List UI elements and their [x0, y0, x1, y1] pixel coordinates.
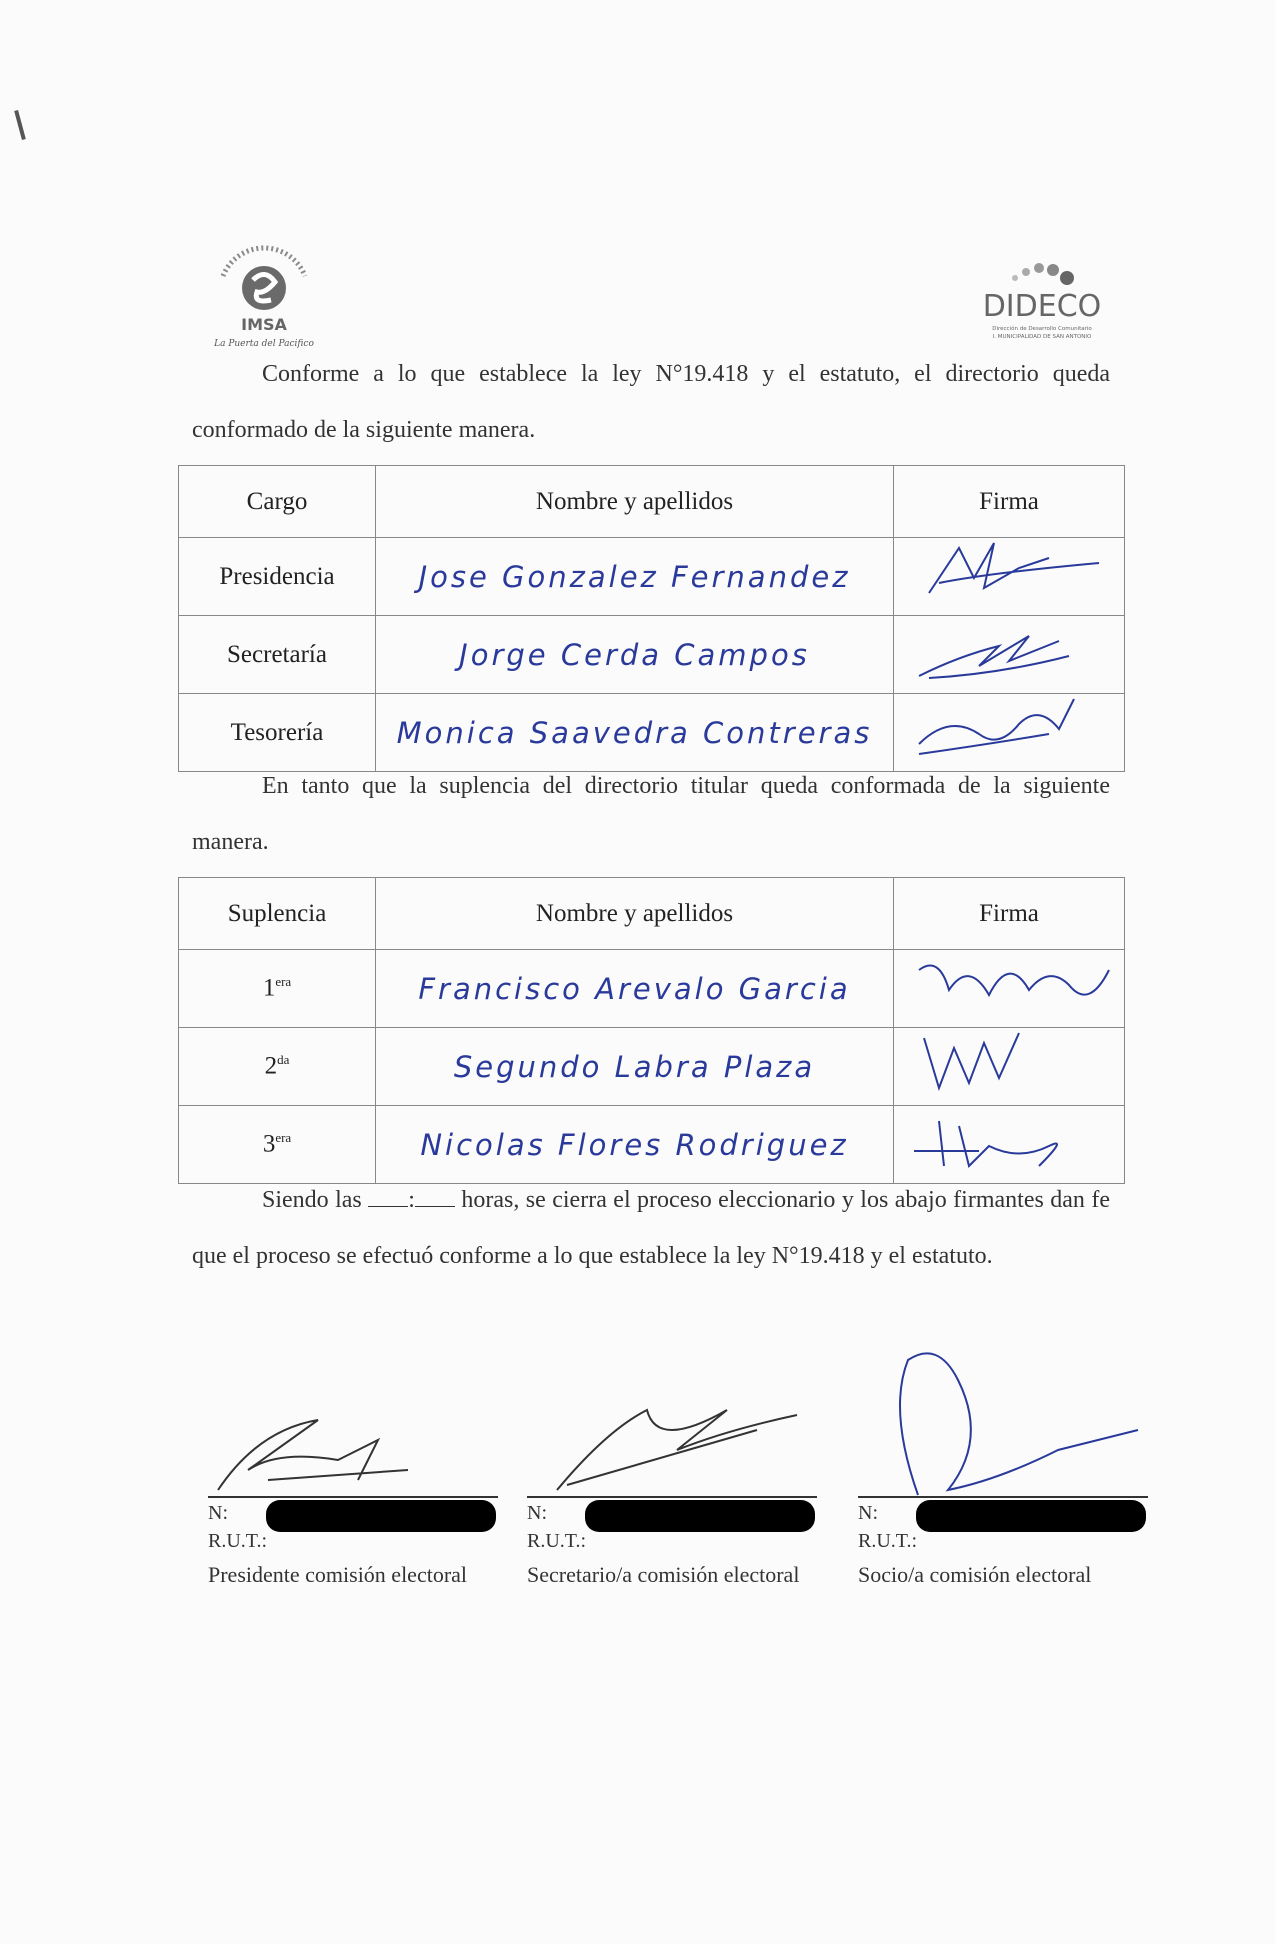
handwritten-signature — [899, 1028, 1119, 1098]
hour-blank — [368, 1188, 408, 1207]
intro-paragraph — [192, 346, 1110, 458]
signature-rut-label: R.U.T.: — [858, 1530, 918, 1552]
handwritten-signature — [208, 1350, 498, 1500]
handwritten-signature — [899, 616, 1119, 686]
handwritten-signature — [899, 1106, 1119, 1176]
handwritten-signature — [858, 1350, 1148, 1500]
minute-blank — [415, 1188, 455, 1207]
signature-cell — [894, 950, 1125, 1028]
header-firma: Firma — [894, 878, 1125, 950]
table-row — [179, 1028, 1125, 1106]
name-cell — [376, 1028, 894, 1106]
signature-block-presidente — [208, 1350, 498, 1610]
suplencia-table — [178, 877, 1125, 1184]
redaction-bar — [916, 1500, 1146, 1532]
signature-cell — [894, 538, 1125, 616]
closing-text-pre: Siendo las — [262, 1187, 362, 1213]
handwritten-signature — [527, 1350, 817, 1500]
signature-block-socio — [858, 1350, 1148, 1610]
handwritten-name: Jose Gonzalez Fernandez — [418, 559, 851, 594]
signature-name-label: N: — [858, 1502, 878, 1524]
suplencia-paragraph — [192, 758, 1110, 870]
table-row — [179, 538, 1125, 616]
header-cargo: Cargo — [179, 466, 376, 538]
name-cell — [376, 538, 894, 616]
signature-name-label: N: — [208, 1502, 228, 1524]
time-separator: : — [408, 1187, 415, 1213]
cargo-cell: Presidencia — [179, 538, 376, 616]
scan-mark — [14, 110, 26, 140]
table-row — [179, 616, 1125, 694]
imsa-logo-tagline: La Puerta del Pacifico — [214, 339, 314, 349]
handwritten-signature — [899, 538, 1119, 608]
suplencia-order-cell: $1^{era}$ — [179, 950, 376, 1028]
closing-paragraph — [192, 1172, 1110, 1284]
cargo-cell: Secretaría — [179, 616, 376, 694]
closing-text-post: horas, se cierra el proceso eleccionario y los abajo firmantes dan fe que el proceso se efectuó conforme a lo que establece la ley N°19.418 y el estatuto. — [192, 1187, 1111, 1269]
signature-role: Socio/a comisión electoral — [858, 1562, 1092, 1587]
name-cell — [376, 616, 894, 694]
dideco-logo — [970, 258, 1115, 348]
signature-line — [527, 1496, 817, 1498]
signature-role: Secretario/a comisión electoral — [527, 1562, 800, 1587]
redaction-bar — [585, 1500, 815, 1532]
handwritten-name: Segundo Labra Plaza — [453, 1049, 816, 1084]
dideco-logo-sub2: I. MUNICIPALIDAD DE SAN ANTONIO — [992, 334, 1092, 340]
signature-rut-label: R.U.T.: — [208, 1530, 268, 1552]
directorio-table — [178, 465, 1125, 772]
imsa-logo-name: IMSA — [241, 315, 287, 334]
handwritten-signature — [899, 694, 1119, 764]
header-nombre: Nombre y apellidos — [376, 878, 894, 950]
signature-name-label: N: — [527, 1502, 547, 1524]
suplencia-order-cell: $2^{da}$ — [179, 1028, 376, 1106]
signature-line — [858, 1496, 1148, 1498]
signature-cell — [894, 1028, 1125, 1106]
dideco-logo-sub1: Dirección de Desarrollo Comunitario — [992, 326, 1092, 332]
redaction-bar — [266, 1500, 496, 1532]
signature-section — [0, 1350, 1275, 1610]
table-header-row — [179, 466, 1125, 538]
signature-rut-label: R.U.T.: — [527, 1530, 587, 1552]
handwritten-signature — [899, 950, 1119, 1020]
table-header-row — [179, 878, 1125, 950]
table-row — [179, 950, 1125, 1028]
suplencia-order-cell: $3^{era}$ — [179, 1106, 376, 1184]
header-firma: Firma — [894, 466, 1125, 538]
handwritten-name: Jorge Cerda Campos — [459, 637, 810, 672]
signature-role: Presidente comisión electoral — [208, 1562, 468, 1587]
handwritten-name: Nicolas Flores Rodriguez — [420, 1127, 849, 1162]
signature-cell — [894, 616, 1125, 694]
suplencia-text: En tanto que la suplencia del directorio titular queda conformada de la siguiente manera. — [192, 773, 1110, 855]
signature-block-secretario — [527, 1350, 817, 1610]
imsa-logo — [205, 238, 323, 353]
header-nombre: Nombre y apellidos — [376, 466, 894, 538]
intro-text: Conforme a lo que establece la ley N°19.418 y el estatuto, el directorio queda conformado de la siguiente manera. — [192, 361, 1110, 443]
signature-line — [208, 1496, 498, 1498]
dideco-logo-name: DIDECO — [982, 289, 1102, 324]
handwritten-name: Monica Saavedra Contreras — [396, 715, 873, 750]
handwritten-name: Francisco Arevalo Garcia — [418, 971, 851, 1006]
name-cell — [376, 950, 894, 1028]
cargo-cell: Tesorería — [179, 694, 376, 772]
header-suplencia: Suplencia — [179, 878, 376, 950]
